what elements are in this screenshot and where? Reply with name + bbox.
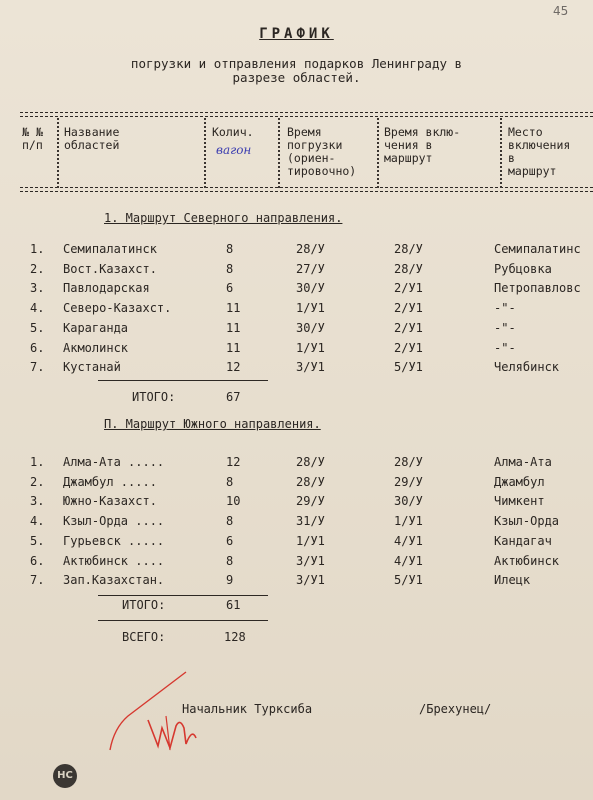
wagon-count: 11 [226, 301, 241, 316]
section-south-title: П. Маршрут Южного направления. [104, 417, 321, 431]
region-name: Павлодарская [63, 281, 150, 296]
route-date: 1/У1 [394, 514, 423, 529]
route-date: 2/У1 [394, 340, 423, 355]
wagon-count: 11 [226, 320, 241, 335]
grand-total-value: 128 [224, 630, 246, 644]
row-number: 5. [30, 320, 45, 335]
region-name: Семипалатинск [63, 242, 157, 256]
signature-title: Начальник Турксиба [182, 702, 313, 716]
inclusion-place: Алма-Ата [494, 455, 552, 469]
region-name: Вост.Казахст. [63, 261, 157, 276]
header-top-rule [20, 112, 593, 117]
header-num: № № п/п [22, 125, 43, 152]
section-north-title: 1. Маршрут Северного направления. [104, 211, 343, 225]
route-date: 5/У1 [394, 360, 423, 375]
row-number: 1. [30, 242, 45, 256]
archive-page-number: 45 [553, 4, 569, 18]
route-date: 4/У1 [394, 553, 423, 568]
wagon-count: 12 [226, 360, 241, 375]
row-number: 2. [30, 474, 45, 489]
route-date: 2/У1 [394, 320, 423, 335]
header-place: Место включения в маршрут [508, 125, 571, 178]
inclusion-place: Рубцовка [494, 261, 552, 276]
row-number: 7. [30, 360, 45, 375]
inclusion-place: Челябинск [494, 360, 560, 375]
region-name: Зап.Казахстан. [63, 573, 165, 588]
inclusion-place: Чимкент [494, 494, 545, 509]
row-number: 5. [30, 533, 45, 548]
wagon-count: 10 [226, 494, 241, 509]
loading-date: 1/У1 [296, 340, 325, 355]
table-row [0, 360, 593, 380]
south-total-label: ИТОГО: [122, 598, 166, 612]
region-name: Джамбул ..... [63, 474, 157, 489]
region-name: Кустанай [63, 360, 121, 375]
wagon-count: 6 [226, 533, 234, 548]
table-row [0, 534, 593, 554]
route-date: 4/У1 [394, 533, 423, 548]
wagon-count: 8 [226, 514, 234, 529]
wagon-count: 12 [226, 455, 241, 469]
route-date: 28/У [394, 242, 423, 256]
inclusion-place: -"- [494, 320, 516, 335]
wagon-count: 11 [226, 340, 241, 355]
total-rule [98, 380, 268, 381]
table-row [0, 514, 593, 534]
loading-date: 30/У [296, 320, 325, 335]
table-row [0, 494, 593, 514]
route-date: 2/У1 [394, 281, 423, 296]
inclusion-place: -"- [494, 301, 516, 316]
table-row [0, 262, 593, 282]
total-rule [98, 620, 268, 621]
row-number: 3. [30, 494, 45, 509]
table-row [0, 281, 593, 301]
row-number: 7. [30, 573, 45, 588]
inclusion-place: Кзыл-Орда [494, 514, 560, 529]
south-total-value: 61 [226, 598, 241, 612]
wagon-count: 8 [226, 261, 234, 276]
loading-date: 3/У1 [296, 573, 325, 588]
header-separator [57, 118, 59, 188]
loading-date: 3/У1 [296, 553, 325, 568]
header-loading-time: Время погрузки (ориен- тировочно) [287, 125, 357, 178]
region-name: Актюбинск .... [63, 553, 165, 568]
wagon-count: 8 [226, 474, 234, 489]
loading-date: 28/У [296, 455, 325, 469]
document-subtitle-line2: разрезе областей. [232, 70, 361, 85]
signature-name: /Брехунец/ [419, 702, 492, 716]
inclusion-place: Илецк [494, 573, 531, 588]
route-date: 2/У1 [394, 301, 423, 316]
table-row [0, 301, 593, 321]
header-qty-handwritten: вагон [216, 143, 252, 157]
wagon-count: 6 [226, 281, 234, 296]
loading-date: 1/У1 [296, 533, 325, 548]
region-name: Акмолинск [63, 340, 129, 355]
inclusion-place: Актюбинск [494, 553, 560, 568]
loading-date: 30/У [296, 281, 325, 296]
table-row [0, 554, 593, 574]
inclusion-place: Петропавловс [494, 281, 581, 296]
header-separator [204, 118, 206, 188]
loading-date: 29/У [296, 494, 325, 509]
row-number: 1. [30, 455, 45, 469]
header-bottom-rule [20, 187, 593, 192]
table-row [0, 455, 593, 475]
header-separator [500, 118, 502, 188]
region-name: Южно-Казахст. [63, 494, 157, 509]
row-number: 6. [30, 553, 45, 568]
header-separator [377, 118, 379, 188]
total-rule [98, 595, 268, 596]
route-date: 28/У [394, 455, 423, 469]
region-name: Караганда [63, 320, 129, 335]
region-name: Гурьевск ..... [63, 533, 165, 548]
header-qty: Колич. [212, 125, 254, 139]
header-separator [278, 118, 280, 188]
header-route-time: Время вклю- чения в маршрут [384, 125, 461, 165]
header-region: Название областей [64, 125, 120, 152]
wagon-count: 8 [226, 553, 234, 568]
region-name: Северо-Казахст. [63, 301, 172, 316]
table-row [0, 573, 593, 593]
row-number: 4. [30, 301, 45, 316]
table-row [0, 475, 593, 495]
row-number: 6. [30, 340, 45, 355]
loading-date: 1/У1 [296, 301, 325, 316]
table-row [0, 242, 593, 262]
inclusion-place: Джамбул [494, 474, 545, 489]
table-row [0, 321, 593, 341]
route-date: 30/У [394, 494, 423, 509]
inclusion-place: Кандагач [494, 533, 552, 548]
loading-date: 27/У [296, 261, 325, 276]
wagon-count: 8 [226, 242, 234, 256]
north-total-label: ИТОГО: [132, 390, 176, 404]
inclusion-place: -"- [494, 340, 516, 355]
region-name: Кзыл-Орда .... [63, 514, 165, 529]
route-date: 5/У1 [394, 573, 423, 588]
table-row [0, 341, 593, 361]
loading-date: 3/У1 [296, 360, 325, 375]
document-title: ГРАФИК [259, 26, 334, 42]
route-date: 28/У [394, 261, 423, 276]
north-total-value: 67 [226, 390, 241, 404]
row-number: 4. [30, 514, 45, 529]
loading-date: 28/У [296, 242, 325, 256]
region-name: Алма-Ата ..... [63, 455, 165, 469]
archive-stamp: НС [53, 764, 77, 788]
row-number: 2. [30, 261, 45, 276]
route-date: 29/У [394, 474, 423, 489]
document-subtitle-line1: погрузки и отправления подарков Ленинграду в [130, 56, 463, 71]
wagon-count: 9 [226, 573, 234, 588]
loading-date: 31/У [296, 514, 325, 529]
handwritten-signature [100, 668, 210, 758]
loading-date: 28/У [296, 474, 325, 489]
inclusion-place: Семипалатинс [494, 242, 581, 256]
row-number: 3. [30, 281, 45, 296]
grand-total-label: ВСЕГО: [122, 630, 166, 644]
